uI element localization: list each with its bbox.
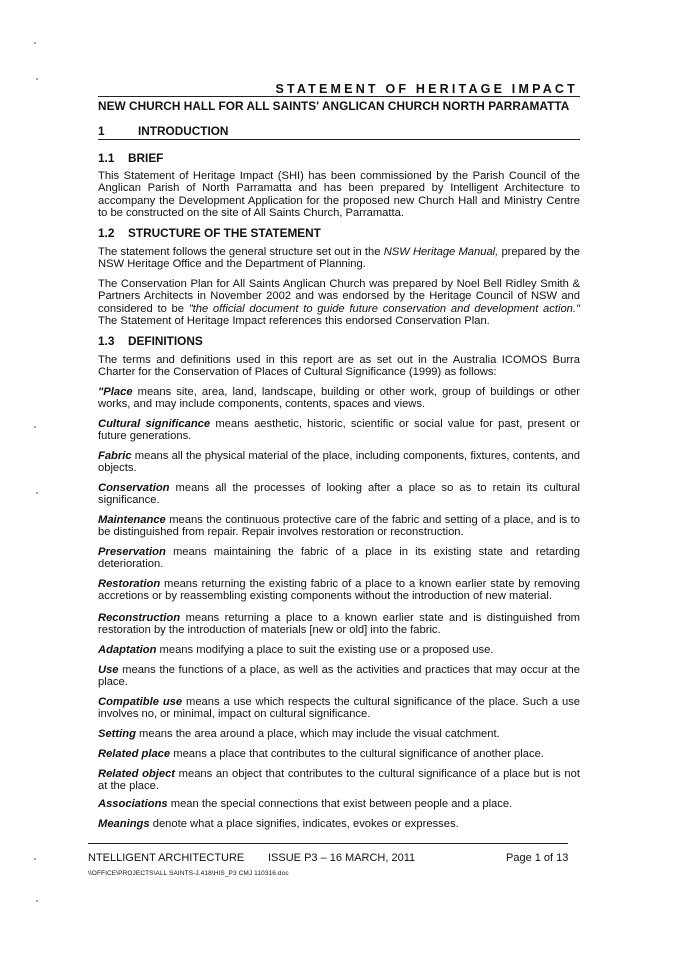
definition-text: means a place that contributes to the cultural significance of another place. xyxy=(170,748,544,760)
manual-title: NSW Heritage Manual, xyxy=(383,246,499,258)
definition-item xyxy=(98,482,580,507)
definition-item xyxy=(98,818,580,830)
definition-item xyxy=(98,514,580,539)
text-run: prepared by the NSW Heritage Office and the Department of Planning. xyxy=(98,246,581,271)
definition-text: means returning a place to a known earlier state and is distinguished from restoration by the introduction of materials [new or old] into the fabric. xyxy=(98,612,580,637)
footer-rule xyxy=(88,843,568,844)
definition-text: means maintaining the fabric of a place in its existing state and retarding deterioration. xyxy=(98,546,580,571)
definition-term: Setting xyxy=(98,728,136,740)
definition-term: Preservation xyxy=(98,546,166,558)
document-subtitle: NEW CHURCH HALL FOR ALL SAINTS' ANGLICAN CHURCH NORTH PARRAMATTA xyxy=(98,99,570,113)
definitions-intro: The terms and definitions used in this report are as set out in the Australia ICOMOS Burra Charter for the Conservation of Places of Cultural Significance (1999) as follows: xyxy=(98,354,580,379)
scan-speck xyxy=(36,78,38,80)
definition-text: means an object that contributes to the cultural significance of a place but is not at the place. xyxy=(98,768,580,793)
definition-item xyxy=(98,798,580,810)
scan-speck xyxy=(36,900,38,902)
section-1-heading xyxy=(98,124,228,138)
brief-paragraph: This Statement of Heritage Impact (SHI) has been commissioned by the Parish Council of the Anglican Parish of North Parramatta and has been prepared by Intelligent Architecture to accompany the Development Application for the proposed new Church Hall and Ministry Centre to be constructed on the site of All Saints Church, Parramatta. xyxy=(98,170,580,220)
definition-term: Meanings xyxy=(98,818,150,830)
definition-term: Maintenance xyxy=(98,514,166,526)
definition-item xyxy=(98,612,580,637)
structure-paragraph-2 xyxy=(98,278,580,328)
subsection-title: STRUCTURE OF THE STATEMENT xyxy=(128,226,321,240)
definition-text: means the functions of a place, as well as the activities and practices that may occur at the place. xyxy=(98,664,580,689)
definition-item xyxy=(98,748,580,760)
definition-term: Reconstruction xyxy=(98,612,181,624)
section-number: 1 xyxy=(98,124,105,138)
definition-text: means modifying a place to suit the existing use or a proposed use. xyxy=(156,644,494,656)
subsection-title: BRIEF xyxy=(128,151,164,165)
subsection-number: 1.2 xyxy=(98,226,115,240)
footer-issue: ISSUE P3 – 16 MARCH, 2011 xyxy=(268,852,416,864)
definition-text: means the area around a place, which may include the visual catchment. xyxy=(135,728,500,740)
definition-item xyxy=(98,664,580,689)
subsection-1-2-heading xyxy=(98,226,321,240)
definition-term: Related place xyxy=(98,748,171,760)
definition-term: Restoration xyxy=(98,578,161,590)
definition-term: Compatible use xyxy=(98,696,183,708)
definition-text: means a use which respects the cultural significance of the place. Such a use involves no, or minimal, impact on cultural significance. xyxy=(98,696,580,721)
subsection-title: DEFINITIONS xyxy=(128,334,203,348)
subsection-number: 1.3 xyxy=(98,334,115,348)
subsection-number: 1.1 xyxy=(98,151,115,165)
definition-item xyxy=(98,578,580,603)
footer-file-path: \\OFFICE\PROJECTS\ALL SAINTS-J.418\HIS_P3 CMJ 110316.doc xyxy=(88,870,289,877)
definition-term: Use xyxy=(98,664,119,676)
definition-text: mean the special connections that exist between people and a place. xyxy=(167,798,513,810)
definition-item xyxy=(98,644,580,656)
footer-company: NTELLIGENT ARCHITECTURE xyxy=(88,852,245,864)
footer-page-number: Page 1 of 13 xyxy=(506,852,569,864)
scan-speck xyxy=(34,42,36,44)
definition-item xyxy=(98,728,580,740)
definition-term: Associations xyxy=(98,798,168,810)
header-title: STATEMENT OF HERITAGE IMPACT xyxy=(275,82,578,96)
definition-item xyxy=(98,768,580,793)
structure-paragraph-1 xyxy=(98,246,580,271)
definition-text: means the continuous protective care of the fabric and setting of a place, and is to be distinguished from repair. Repair involves restoration or reconstruction. xyxy=(98,514,580,539)
definition-item xyxy=(98,696,580,721)
definition-term: Fabric xyxy=(98,450,132,462)
section-rule xyxy=(98,139,580,140)
definition-text: denote what a place signifies, indicates, evokes or expresses. xyxy=(149,818,459,830)
definition-text: means all the processes of looking after a place so as to retain its cultural significance. xyxy=(98,482,580,507)
definition-text: means returning the existing fabric of a place to a known earlier state by removing accretions or by reassembling existing components without the introduction of new material. xyxy=(98,578,580,603)
definition-text: means aesthetic, historic, scientific or social value for past, present or future generations. xyxy=(98,418,580,443)
definition-term: Adaptation xyxy=(98,644,157,656)
subsection-1-3-heading xyxy=(98,334,203,348)
subsection-1-1-heading xyxy=(98,151,163,165)
scan-speck xyxy=(36,492,38,494)
definition-item xyxy=(98,418,580,443)
header-rule xyxy=(98,96,580,97)
text-run: The Conservation Plan for All Saints Anglican Church was prepared by Noel Bell Ridley Smith & Partners Architects in November 2002 and was endorsed by the Heritage Council of NSW and considered to be xyxy=(98,278,580,315)
definition-text: means all the physical material of the place, including components, fixtures, contents, and objects. xyxy=(98,450,580,475)
definition-term: Cultural significance xyxy=(98,418,211,430)
quoted-text: "the official document to guide future conservation and development action." xyxy=(188,302,580,315)
definition-term: Related object xyxy=(98,768,176,780)
definition-term: "Place xyxy=(98,386,133,398)
definition-text: means site, area, land, landscape, building or other work, group of buildings or other works, and may include components, contents, spaces and views. xyxy=(98,386,580,411)
definition-item xyxy=(98,450,580,475)
definition-item xyxy=(98,386,580,411)
definition-term: Conservation xyxy=(98,482,170,494)
section-title: INTRODUCTION xyxy=(138,124,229,138)
scan-speck xyxy=(34,858,36,860)
text-run: The Statement of Heritage Impact references this endorsed Conservation Plan. xyxy=(98,315,490,328)
definition-item xyxy=(98,546,580,571)
scan-speck xyxy=(34,426,36,428)
text-run: The statement follows the general structure set out in the xyxy=(98,246,384,258)
